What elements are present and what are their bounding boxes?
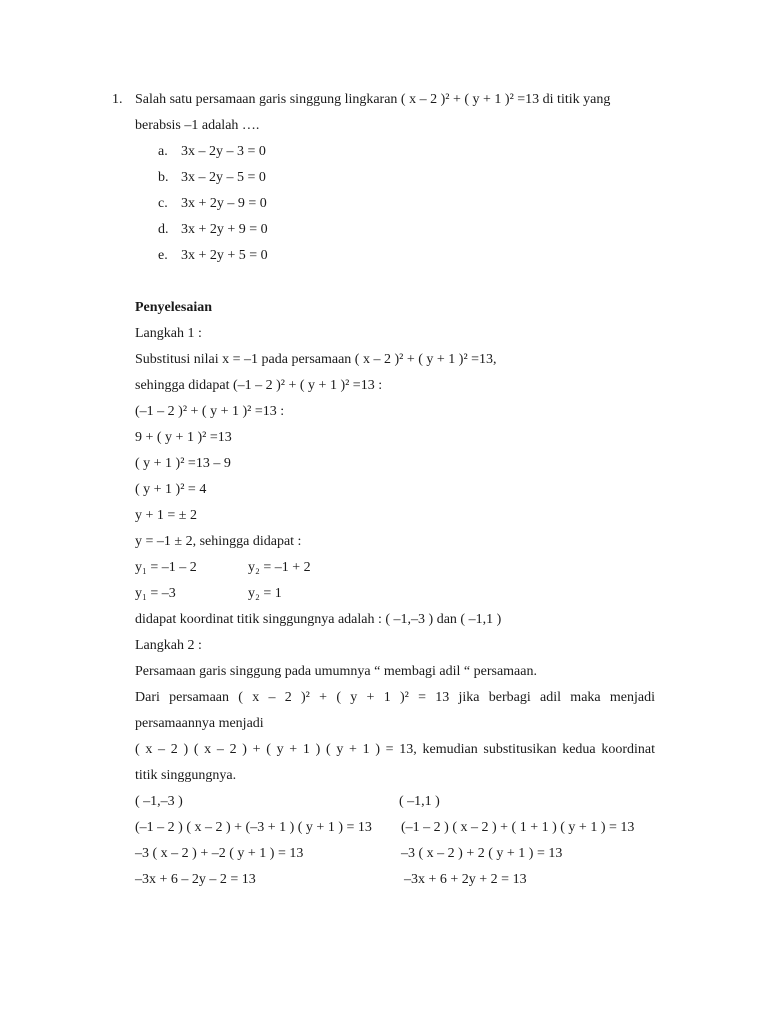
question-line-2: berabsis –1 adalah …. [135,118,260,133]
left-equation: –3 ( x – 2 ) + –2 ( y + 1 ) = 13 [135,846,304,861]
solution-line: (–1 – 2 )² + ( y + 1 )² =13 : [135,404,285,419]
solution-line: Substitusi nilai x = –1 pada persamaan ( x – 2 )² + ( y + 1 )² =13, [135,352,497,367]
right-equation: –3x + 6 + 2y + 2 = 13 [404,872,527,887]
option-e-text: 3x + 2y + 5 = 0 [181,248,268,263]
solution-line: y = –1 ± 2, sehingga didapat : [135,534,302,549]
option-b-text: 3x – 2y – 5 = 0 [181,170,266,185]
option-c-text: 3x + 2y – 9 = 0 [181,196,267,211]
left-equation: (–1 – 2 ) ( x – 2 ) + (–3 + 1 ) ( y + 1 ) = 13 [135,820,372,835]
right-point: ( –1,1 ) [399,794,440,809]
solution-line: sehingga didapat (–1 – 2 )² + ( y + 1 )² =13 : [135,378,383,393]
solution-line: ( y + 1 )² =13 – 9 [135,456,231,471]
y2-expression: y₂ = –1 + 2 [248,560,311,575]
y2-value: y₂ = 1 [248,586,282,601]
y1-expression: y₁ = –1 – 2 [135,560,197,575]
solution-heading: Penyelesaian [135,300,212,315]
justified-line-2: ( x – 2 ) ( x – 2 ) + ( y + 1 ) ( y + 1 ) = 13, kemudian substitusikan kedua koordinat [135,742,655,757]
y1-value: y₁ = –3 [135,586,176,601]
general-line: Persamaan garis singgung pada umumnya “ membagi adil “ persamaan. [135,664,537,679]
solution-line: y + 1 = ± 2 [135,508,197,523]
justified-line: Dari persamaan ( x – 2 )² + ( y + 1 )² = 13 jika berbagi adil maka menjadi [135,690,655,705]
left-point: ( –1,–3 ) [135,794,183,809]
option-b-letter: b. [158,170,169,185]
continuation-line-2: titik singgungnya. [135,768,237,783]
coordinate-line: didapat koordinat titik singgungnya adalah : ( –1,–3 ) dan ( –1,1 ) [135,612,502,627]
option-c-letter: c. [158,196,168,211]
option-e-letter: e. [158,248,168,263]
question-number: 1. [112,92,123,107]
solution-line: Langkah 1 : [135,326,202,341]
option-a-text: 3x – 2y – 3 = 0 [181,144,266,159]
option-d-text: 3x + 2y + 9 = 0 [181,222,268,237]
step-2-label: Langkah 2 : [135,638,202,653]
question-line-1: Salah satu persamaan garis singgung lingkaran ( x – 2 )² + ( y + 1 )² =13 di titik yang [135,92,611,107]
option-d-letter: d. [158,222,169,237]
option-a-letter: a. [158,144,168,159]
right-equation: (–1 – 2 ) ( x – 2 ) + ( 1 + 1 ) ( y + 1 ) = 13 [401,820,635,835]
right-equation: –3 ( x – 2 ) + 2 ( y + 1 ) = 13 [401,846,563,861]
left-equation: –3x + 6 – 2y – 2 = 13 [135,872,256,887]
solution-line: ( y + 1 )² = 4 [135,482,207,497]
solution-line: 9 + ( y + 1 )² =13 [135,430,232,445]
continuation-line: persamaannya menjadi [135,716,264,731]
